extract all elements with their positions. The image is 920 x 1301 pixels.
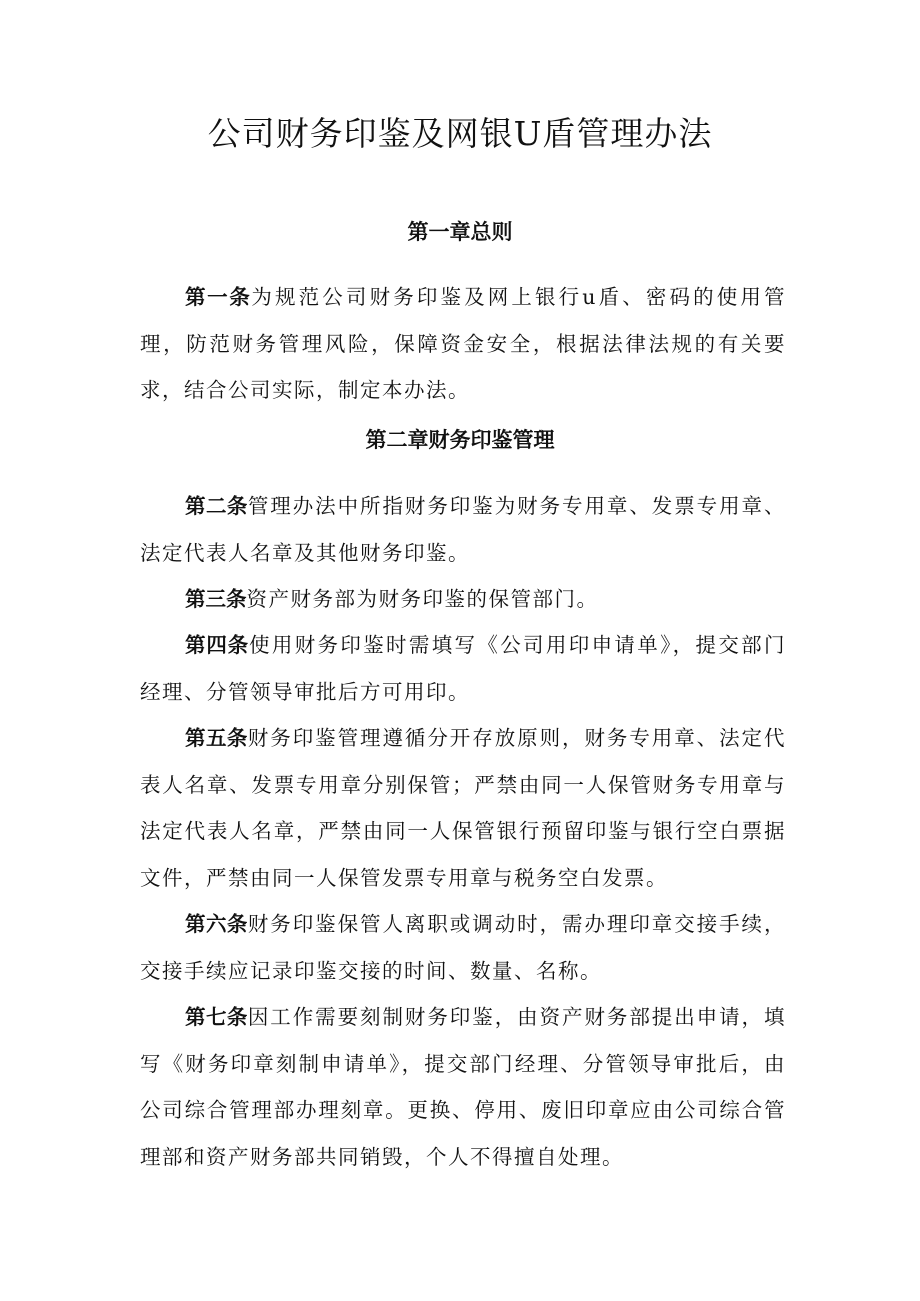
- article-5: [140, 715, 786, 901]
- article-text: 为规范公司财务印鉴及网上银行u盾、密码的使用管理，防范财务管理风险，保障资金安全，根据法律法规的有关要求，结合公司实际，制定本办法。: [140, 285, 787, 402]
- article-number: 第三条: [185, 587, 247, 611]
- document-title: 公司财务印鉴及网银U盾管理办法: [207, 114, 713, 153]
- chapter-heading-1: 第一章总则: [407, 220, 513, 244]
- article-text: 资产财务部为财务印鉴的保管部门。: [246, 587, 599, 611]
- article-3: [140, 576, 786, 623]
- article-number: 第一条: [185, 285, 252, 309]
- article-text: 因工作需要刻制财务印鉴，由资产财务部提出申请，填写《财务印章刻制申请单》，提交部门经理、分管领导审批后，由公司综合管理部办理刻章。更换、停用、废旧印章应由公司综合管理部和资产财务部共同销毁，个人不得擅自处理。: [140, 1005, 786, 1169]
- article-number: 第二条: [185, 494, 248, 518]
- article-7: [140, 994, 786, 1180]
- chapter-heading-2: 第二章财务印鉴管理: [365, 428, 555, 452]
- article-2: [140, 483, 786, 576]
- article-1: [140, 274, 786, 414]
- article-number: 第四条: [185, 633, 250, 657]
- article-6: [140, 901, 786, 994]
- article-text: 财务印鉴管理遵循分开存放原则，财务专用章、法定代表人名章、发票专用章分别保管；严禁由同一人保管财务专用章与法定代表人名章，严禁由同一人保管银行预留印鉴与银行空白票据文件，严禁由同一人保管发票专用章与税务空白发票。: [140, 726, 786, 890]
- article-number: 第六条: [185, 912, 248, 936]
- article-number: 第七条: [185, 1005, 248, 1029]
- article-text: 使用财务印鉴时需填写《公司用印申请单》，提交部门经理、分管领导审批后方可用印。: [140, 633, 787, 704]
- article-number: 第五条: [185, 726, 248, 750]
- article-text: 财务印鉴保管人离职或调动时，需办理印章交接手续，交接手续应记录印鉴交接的时间、数量、名称。: [140, 912, 786, 983]
- article-4: [140, 622, 786, 715]
- article-text: 管理办法中所指财务印鉴为财务专用章、发票专用章、法定代表人名章及其他财务印鉴。: [140, 494, 786, 565]
